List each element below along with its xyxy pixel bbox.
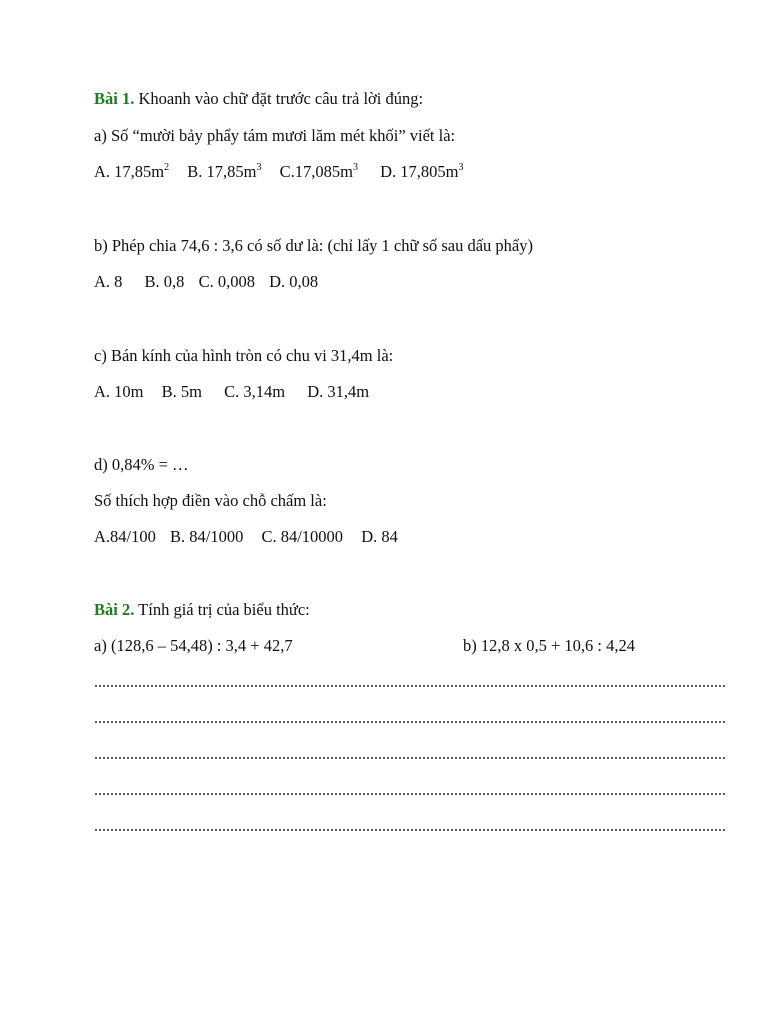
answer-line[interactable]: [94, 756, 726, 760]
question-b: b) Phép chia 74,6 : 3,6 có số dư là: (chỉ lấy 1 chữ số sau dấu phẩy): [94, 236, 533, 255]
answer-line[interactable]: [94, 720, 726, 724]
question-c: c) Bán kính của hình tròn có chu vi 31,4m là:: [94, 346, 394, 365]
option-a-3[interactable]: $C.17,085m^3$: [279, 162, 358, 181]
question-a-options: [94, 162, 463, 182]
option-c-3[interactable]: C. 3,14m: [224, 382, 286, 401]
answer-line[interactable]: [94, 828, 726, 832]
exercise-2-heading: Bài 2.: [94, 600, 135, 619]
answer-line[interactable]: [94, 792, 726, 796]
exercise-1-title: [94, 89, 423, 109]
option-d-4[interactable]: D. 84: [361, 527, 398, 546]
option-d-1[interactable]: A.84/100: [94, 527, 156, 546]
option-b-4[interactable]: D. 0,08: [269, 272, 319, 291]
question-a: a) Số “mười bảy phẩy tám mươi lăm mét khối” viết là:: [94, 126, 456, 145]
option-a-1[interactable]: A. $17,85m^2$: [94, 162, 170, 181]
option-b-1[interactable]: A. 8: [94, 272, 123, 291]
exercise-1-instruction: Khoanh vào chữ đặt trước câu trả lời đúng:: [134, 89, 424, 108]
option-b-2[interactable]: B. 0,8: [144, 272, 185, 291]
expression-b: b) 12,8 x 0,5 + 10,6 : 4,24: [463, 636, 636, 655]
option-c-4[interactable]: D. 31,4m: [307, 382, 370, 401]
question-b-options: [94, 272, 318, 292]
exercise-2-instruction: Tính giá trị của biểu thức:: [134, 600, 310, 619]
exercise-1-heading: Bài 1.: [94, 89, 135, 108]
question-d-prompt: Số thích hợp điền vào chỗ chấm là:: [94, 491, 327, 510]
option-d-2[interactable]: B. 84/1000: [170, 527, 244, 546]
question-d-options: [94, 527, 398, 547]
exercise-2-title: [94, 600, 310, 620]
option-b-3[interactable]: C. 0,008: [198, 272, 255, 291]
option-a-4[interactable]: D. $17,805m^3$: [380, 162, 464, 181]
option-c-2[interactable]: B. 5m: [161, 382, 202, 401]
option-d-3[interactable]: C. 84/10000: [261, 527, 344, 546]
expression-a: a) (128,6 – 54,48) : 3,4 + 42,7: [94, 636, 293, 655]
option-a-2[interactable]: B. $17,85m^3$: [187, 162, 262, 181]
question-c-options: [94, 382, 369, 402]
option-c-1[interactable]: A. 10m: [94, 382, 144, 401]
question-d: d) 0,84% = …: [94, 455, 189, 474]
answer-line[interactable]: [94, 684, 726, 688]
